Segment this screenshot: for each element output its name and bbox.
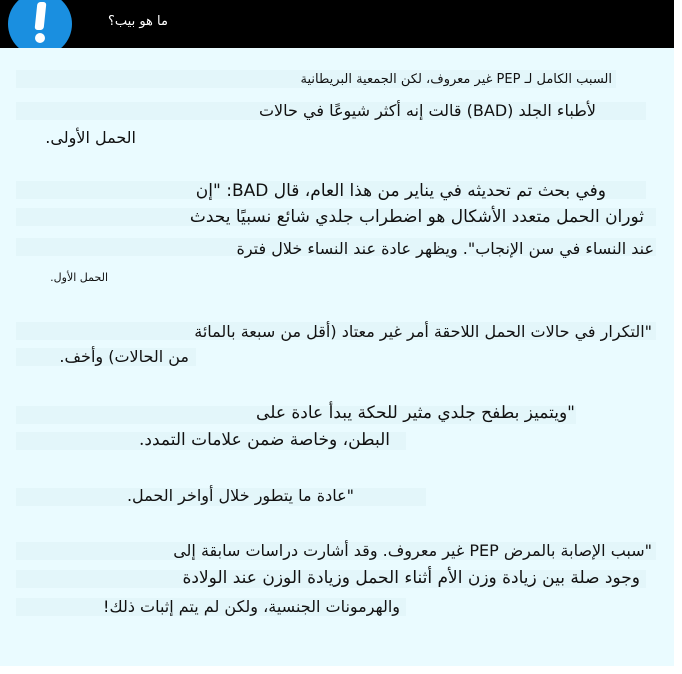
header-title: ما هو بيب؟: [108, 14, 168, 29]
paragraph-line: "عادة ما يتطور خلال أواخر الحمل.: [126, 486, 354, 505]
paragraph-line: البطن، وخاصة ضمن علامات التمدد.: [138, 430, 390, 450]
paragraph-line: والهرمونات الجنسية، ولكن لم يتم إثبات ذلك!: [103, 597, 400, 616]
header-bar: [0, 0, 674, 48]
paragraph-line: الحمل الأول.: [50, 271, 108, 284]
paragraph-line: "التكرار في حالات الحمل اللاحقة أمر غير معتاد (أقل من سبعة بالمائة: [194, 322, 652, 341]
paragraph-line: من الحالات) وأخف.: [59, 347, 189, 366]
paragraph-line: "ويتميز بطفح جلدي مثير للحكة يبدأ عادة على: [256, 403, 575, 423]
paragraph-line: ثوران الحمل متعدد الأشكال هو اضطراب جلدي شائع نسبيًا يحدث: [189, 207, 644, 227]
paragraph-line: وجود صلة بين زيادة وزن الأم أثناء الحمل وزيادة الوزن عند الولادة: [182, 568, 640, 588]
paragraph-line: عند النساء في سن الإنجاب". ويظهر عادة عند النساء خلال فترة: [236, 239, 654, 258]
paragraph-line: لأطباء الجلد (BAD) قالت إنه أكثر شيوعًا في حالات: [258, 101, 596, 120]
paragraph-line: وفي بحث تم تحديثه في يناير من هذا العام، قال BAD: "إن: [195, 181, 606, 201]
paragraph-line: الحمل الأولى.: [45, 128, 136, 147]
paragraph-line: "سبب الإصابة بالمرض PEP غير معروف. وقد أشارت دراسات سابقة إلى: [173, 541, 652, 560]
paragraph-line: السبب الكامل لـ PEP غير معروف، لكن الجمعية البريطانية: [300, 72, 612, 87]
